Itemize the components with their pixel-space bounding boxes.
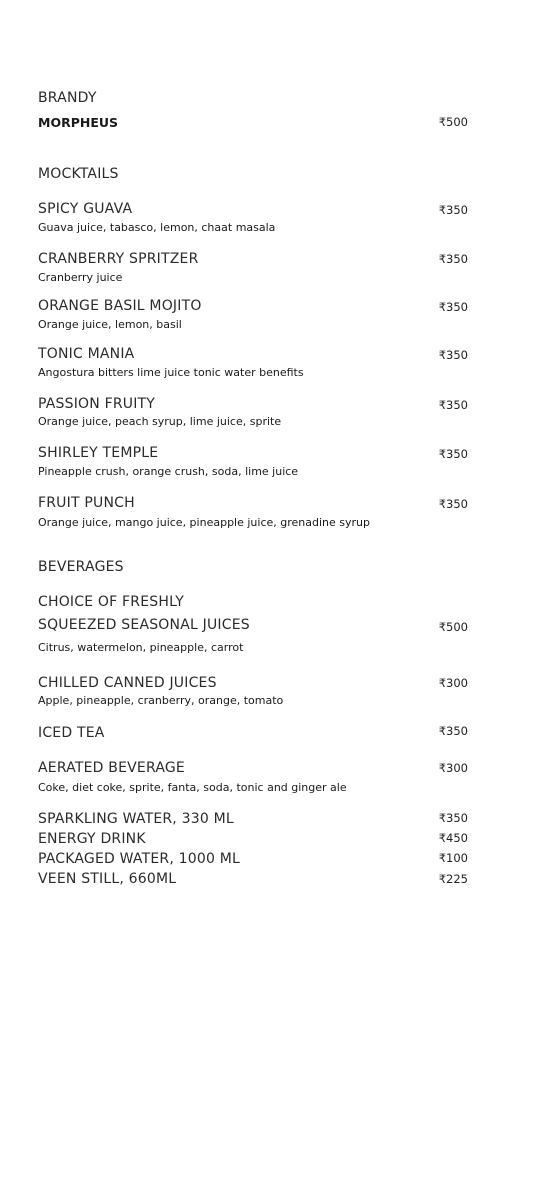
menu-item-description: Orange juice, mango juice, pineapple juice, grenadine syrup	[38, 516, 370, 529]
menu-item-name: SHIRLEY TEMPLE	[38, 445, 159, 461]
menu-item-name: CHILLED CANNED JUICES	[38, 675, 217, 691]
menu-item-name: ORANGE BASIL MOJITO	[38, 298, 202, 314]
menu-item-price: ₹350	[438, 398, 468, 412]
menu-item-price: ₹500	[438, 620, 468, 634]
menu-item-name: CHOICE OF FRESHLY	[38, 594, 184, 610]
menu-item-description: Angostura bitters lime juice tonic water benefits	[38, 366, 304, 379]
menu-item-name: PACKAGED WATER, 1000 ML	[38, 851, 240, 867]
section-heading-brandy: BRANDY	[38, 90, 97, 106]
menu-item-price: ₹350	[438, 447, 468, 461]
menu-item-description: Citrus, watermelon, pineapple, carrot	[38, 641, 244, 654]
menu-item-price: ₹350	[438, 724, 468, 738]
menu-item-description: Apple, pineapple, cranberry, orange, tomato	[38, 694, 284, 707]
menu-item-price: ₹450	[438, 831, 468, 845]
menu-item-name: SQUEEZED SEASONAL JUICES	[38, 617, 250, 633]
section-heading-mocktails: MOCKTAILS	[38, 166, 119, 182]
menu-item-price: ₹350	[438, 811, 468, 825]
menu-item-name: ENERGY DRINK	[38, 831, 146, 847]
section-heading-beverages: BEVERAGES	[38, 559, 124, 575]
menu-item-price: ₹350	[438, 497, 468, 511]
menu-item-name: CRANBERRY SPRITZER	[38, 251, 199, 267]
menu-item-price: ₹350	[438, 203, 468, 217]
menu-item-price: ₹350	[438, 300, 468, 314]
menu-item-description: Coke, diet coke, sprite, fanta, soda, tonic and ginger ale	[38, 781, 347, 794]
menu-item-price: ₹225	[438, 872, 468, 886]
menu-item-description: Pineapple crush, orange crush, soda, lime juice	[38, 465, 299, 478]
menu-item-price: ₹350	[438, 252, 468, 266]
menu-item-name: MORPHEUS	[38, 115, 119, 130]
menu-item-price: ₹500	[438, 115, 468, 129]
menu-item-name: SPICY GUAVA	[38, 201, 133, 217]
menu-item-description: Orange juice, lemon, basil	[38, 318, 182, 331]
menu-item-price: ₹300	[438, 761, 468, 775]
menu-item-price: ₹300	[438, 676, 468, 690]
menu-item-name: SPARKLING WATER, 330 ML	[38, 811, 234, 827]
menu-item-price: ₹350	[438, 348, 468, 362]
menu-item-name: TONIC MANIA	[38, 346, 135, 362]
menu-item-description: Cranberry juice	[38, 271, 123, 284]
menu-item-name: ICED TEA	[38, 725, 105, 741]
menu-item-name: PASSION FRUITY	[38, 396, 156, 412]
menu-item-description: Orange juice, peach syrup, lime juice, sprite	[38, 415, 282, 428]
menu-item-description: Guava juice, tabasco, lemon, chaat masala	[38, 221, 276, 234]
menu-item-name: FRUIT PUNCH	[38, 495, 135, 511]
menu-item-name: AERATED BEVERAGE	[38, 760, 185, 776]
menu-item-price: ₹100	[438, 851, 468, 865]
menu-item-name: VEEN STILL, 660ML	[38, 871, 177, 887]
